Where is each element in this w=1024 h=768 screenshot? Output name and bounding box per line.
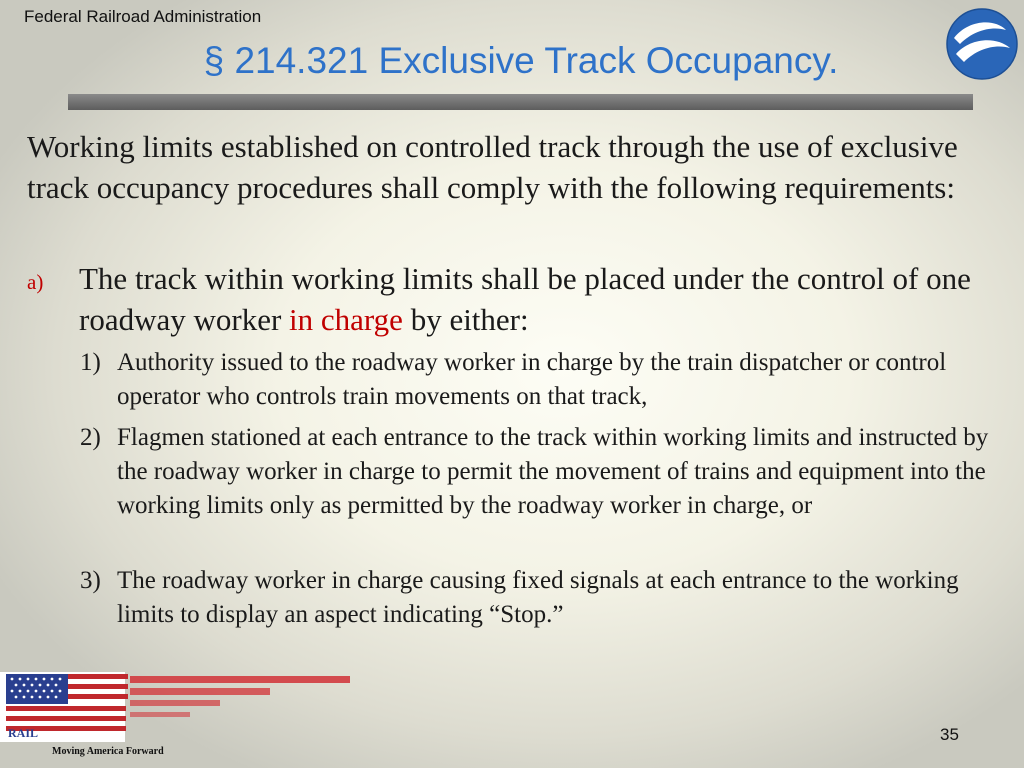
us-flag-rail-logo-icon	[0, 664, 360, 744]
sub-item-number: 3)	[80, 567, 101, 594]
item-marker: a)	[27, 270, 44, 294]
title-divider	[68, 94, 973, 110]
sub-item-3	[80, 564, 1000, 632]
agency-name: Federal Railroad Administration	[24, 7, 262, 26]
intro-paragraph: Working limits established on controlled track through the use of exclusive track occupancy procedures shall comply with the following requirements:	[27, 129, 958, 205]
rail-logo-text: RAIL	[8, 726, 39, 740]
sub-item-number: 1)	[80, 349, 101, 376]
item-a-text-before: The track within working limits shall be placed under the control of one roadway worker	[79, 261, 971, 337]
item-a-text	[79, 258, 1012, 340]
sub-item-number: 2)	[80, 424, 101, 451]
footer-tagline: Moving America Forward	[52, 746, 164, 757]
list-item-a	[27, 258, 1012, 340]
highlight-in-charge: in charge	[289, 302, 403, 337]
sub-item-2	[80, 421, 1000, 523]
item-a-text-after: by either:	[402, 302, 529, 337]
sub-item-1	[80, 346, 1000, 414]
page-number: 35	[940, 725, 959, 744]
sub-item-text: The roadway worker in charge causing fixed signals at each entrance to the working limits to display an aspect indicating “Stop.”	[117, 567, 959, 628]
page-title: § 214.321 Exclusive Track Occupancy.	[203, 40, 839, 81]
sub-item-text: Flagmen stationed at each entrance to the track within working limits and instructed by the roadway worker in charge to permit the movement of trains and equipment into the working limits only as permitted by the roadway worker in charge, or	[117, 424, 989, 519]
sub-item-text: Authority issued to the roadway worker in charge by the train dispatcher or control operator who controls train movements on that track,	[117, 349, 947, 410]
